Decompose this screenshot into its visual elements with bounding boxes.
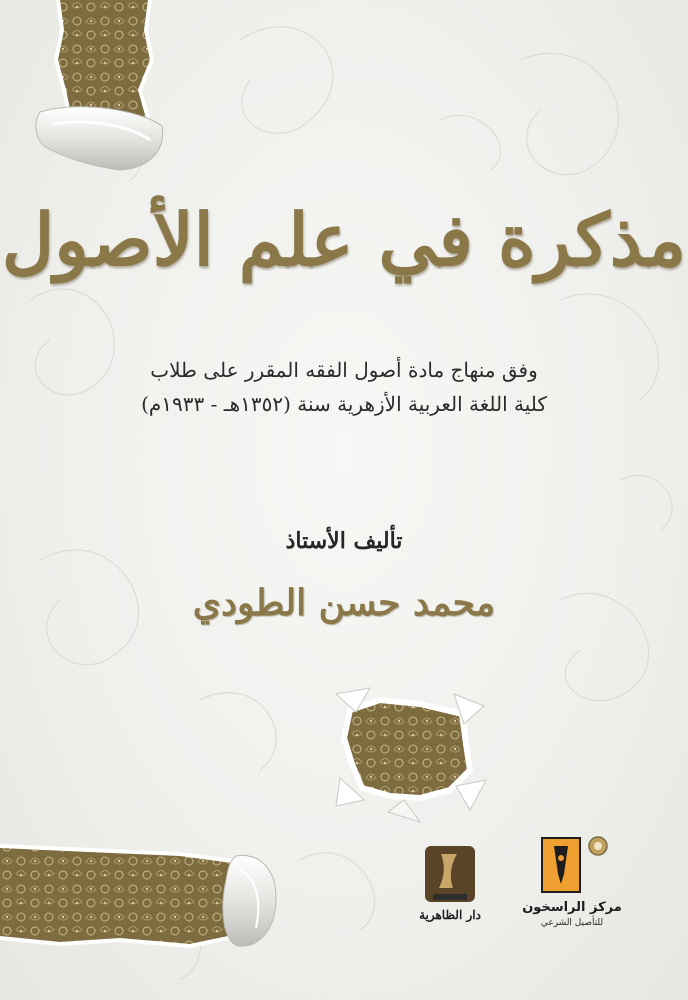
publisher-right-tagline: للتأصيل الشرعي [540, 918, 604, 928]
publisher-right-name: مركز الراسخون [522, 900, 622, 915]
publisher-logo-left [395, 842, 505, 942]
book-stand-icon [395, 842, 505, 912]
subtitle-line-2: كلية اللغة العربية الأزهرية سنة (١٣٥٢هـ - ١٩٣٣م) [141, 392, 547, 416]
torn-paper-bottom [0, 846, 276, 946]
torn-paper-hole [336, 688, 486, 822]
pen-emblem-icon [512, 828, 632, 900]
author-name: محمد حسن الطودي [192, 582, 496, 624]
publisher-logo-right [512, 828, 632, 948]
subtitle-line-1: وفق منهاج مادة أصول الفقه المقرر على طلاب [150, 358, 538, 382]
author-label: تأليف الأستاذ [285, 528, 403, 554]
torn-paper-top [36, 0, 163, 170]
book-title: مذكرة في علم الأصول [1, 197, 687, 282]
publisher-left-name: دار الظاهرية [419, 908, 481, 922]
